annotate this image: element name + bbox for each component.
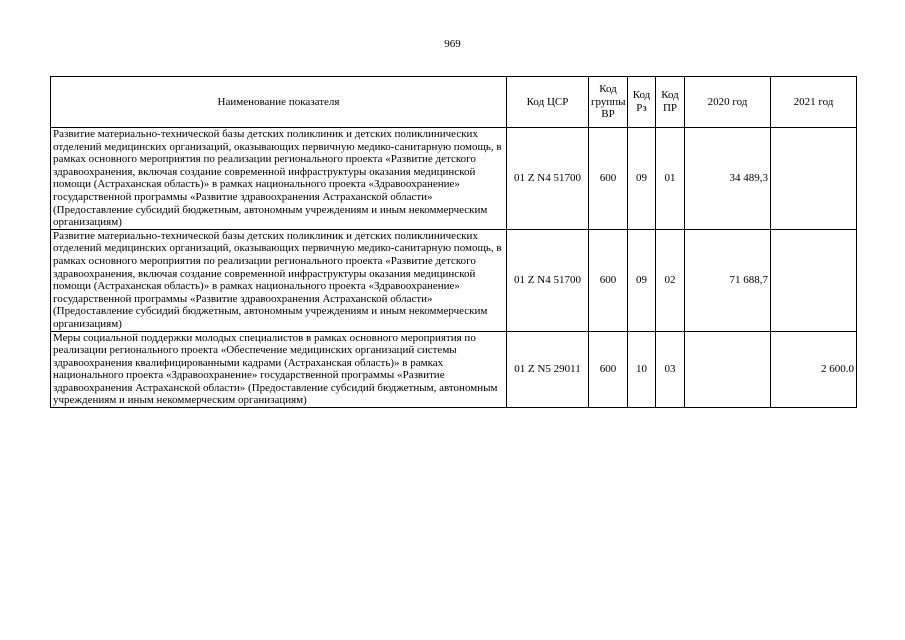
header-2021: 2021 год bbox=[771, 77, 857, 128]
row-2020: 34 489,3 bbox=[685, 128, 771, 230]
row-vr: 600 bbox=[589, 331, 628, 408]
row-2020: 71 688,7 bbox=[685, 229, 771, 331]
row-2021: 2 600.0 bbox=[771, 331, 857, 408]
row-csr: 01 Z N4 51700 bbox=[507, 229, 589, 331]
page-number: 969 bbox=[444, 38, 461, 50]
row-name: Развитие материально-технической базы детских поликлиник и детских поликлинических отделений медицинских организаций, оказывающих первичную медико-санитарную помощь, в рамках основного мероприятия по реализации регионального проекта «Развитие детского здравоохранения, включая создание современной инфраструктуры оказания медицинской помощи (Астраханская область)» в рамках национального проекта «Здравоохранение» государственной программы «Развитие здравоохранения Астраханской области» (Предоставление субсидий бюджетным, автономным учреждениям и иным некоммерческим организациям) bbox=[51, 229, 507, 331]
row-2021 bbox=[771, 229, 857, 331]
row-pr: 01 bbox=[656, 128, 685, 230]
header-name: Наименование показателя bbox=[51, 77, 507, 128]
table-row bbox=[51, 331, 857, 408]
row-csr: 01 Z N4 51700 bbox=[507, 128, 589, 230]
header-pr: Код ПР bbox=[656, 77, 685, 128]
row-pr: 03 bbox=[656, 331, 685, 408]
header-2020: 2020 год bbox=[685, 77, 771, 128]
budget-table bbox=[50, 76, 857, 408]
header-rz: Код Рз bbox=[628, 77, 656, 128]
row-pr: 02 bbox=[656, 229, 685, 331]
header-vr: Код группы ВР bbox=[589, 77, 628, 128]
table-header-row bbox=[51, 77, 857, 128]
row-name: Развитие материально-технической базы детских поликлиник и детских поликлинических отделений медицинских организаций, оказывающих первичную медико-санитарную помощь, в рамках основного мероприятия по реализации регионального проекта «Развитие детского здравоохранения, включая создание современной инфраструктуры оказания медицинской помощи (Астраханская область)» в рамках национального проекта «Здравоохранение» государственной программы «Развитие здравоохранения Астраханской области» (Предоставление субсидий бюджетным, автономным учреждениям и иным некоммерческим организациям) bbox=[51, 128, 507, 230]
header-csr: Код ЦСР bbox=[507, 77, 589, 128]
row-vr: 600 bbox=[589, 229, 628, 331]
row-rz: 10 bbox=[628, 331, 656, 408]
row-rz: 09 bbox=[628, 229, 656, 331]
row-2021 bbox=[771, 128, 857, 230]
row-name: Меры социальной поддержки молодых специалистов в рамках основного мероприятия по реализации регионального проекта «Обеспечение медицинских организаций системы здравоохранения квалифицированными кадрами (Астраханская область)» в рамках национального проекта «Здравоохранение» государственной программы «Развитие здравоохранения Астраханской области» (Предоставление субсидий бюджетным, автономным учреждениям и иным некоммерческим организациям) bbox=[51, 331, 507, 408]
row-vr: 600 bbox=[589, 128, 628, 230]
row-csr: 01 Z N5 29011 bbox=[507, 331, 589, 408]
table-row bbox=[51, 229, 857, 331]
row-rz: 09 bbox=[628, 128, 656, 230]
row-2020 bbox=[685, 331, 771, 408]
table-row bbox=[51, 128, 857, 230]
